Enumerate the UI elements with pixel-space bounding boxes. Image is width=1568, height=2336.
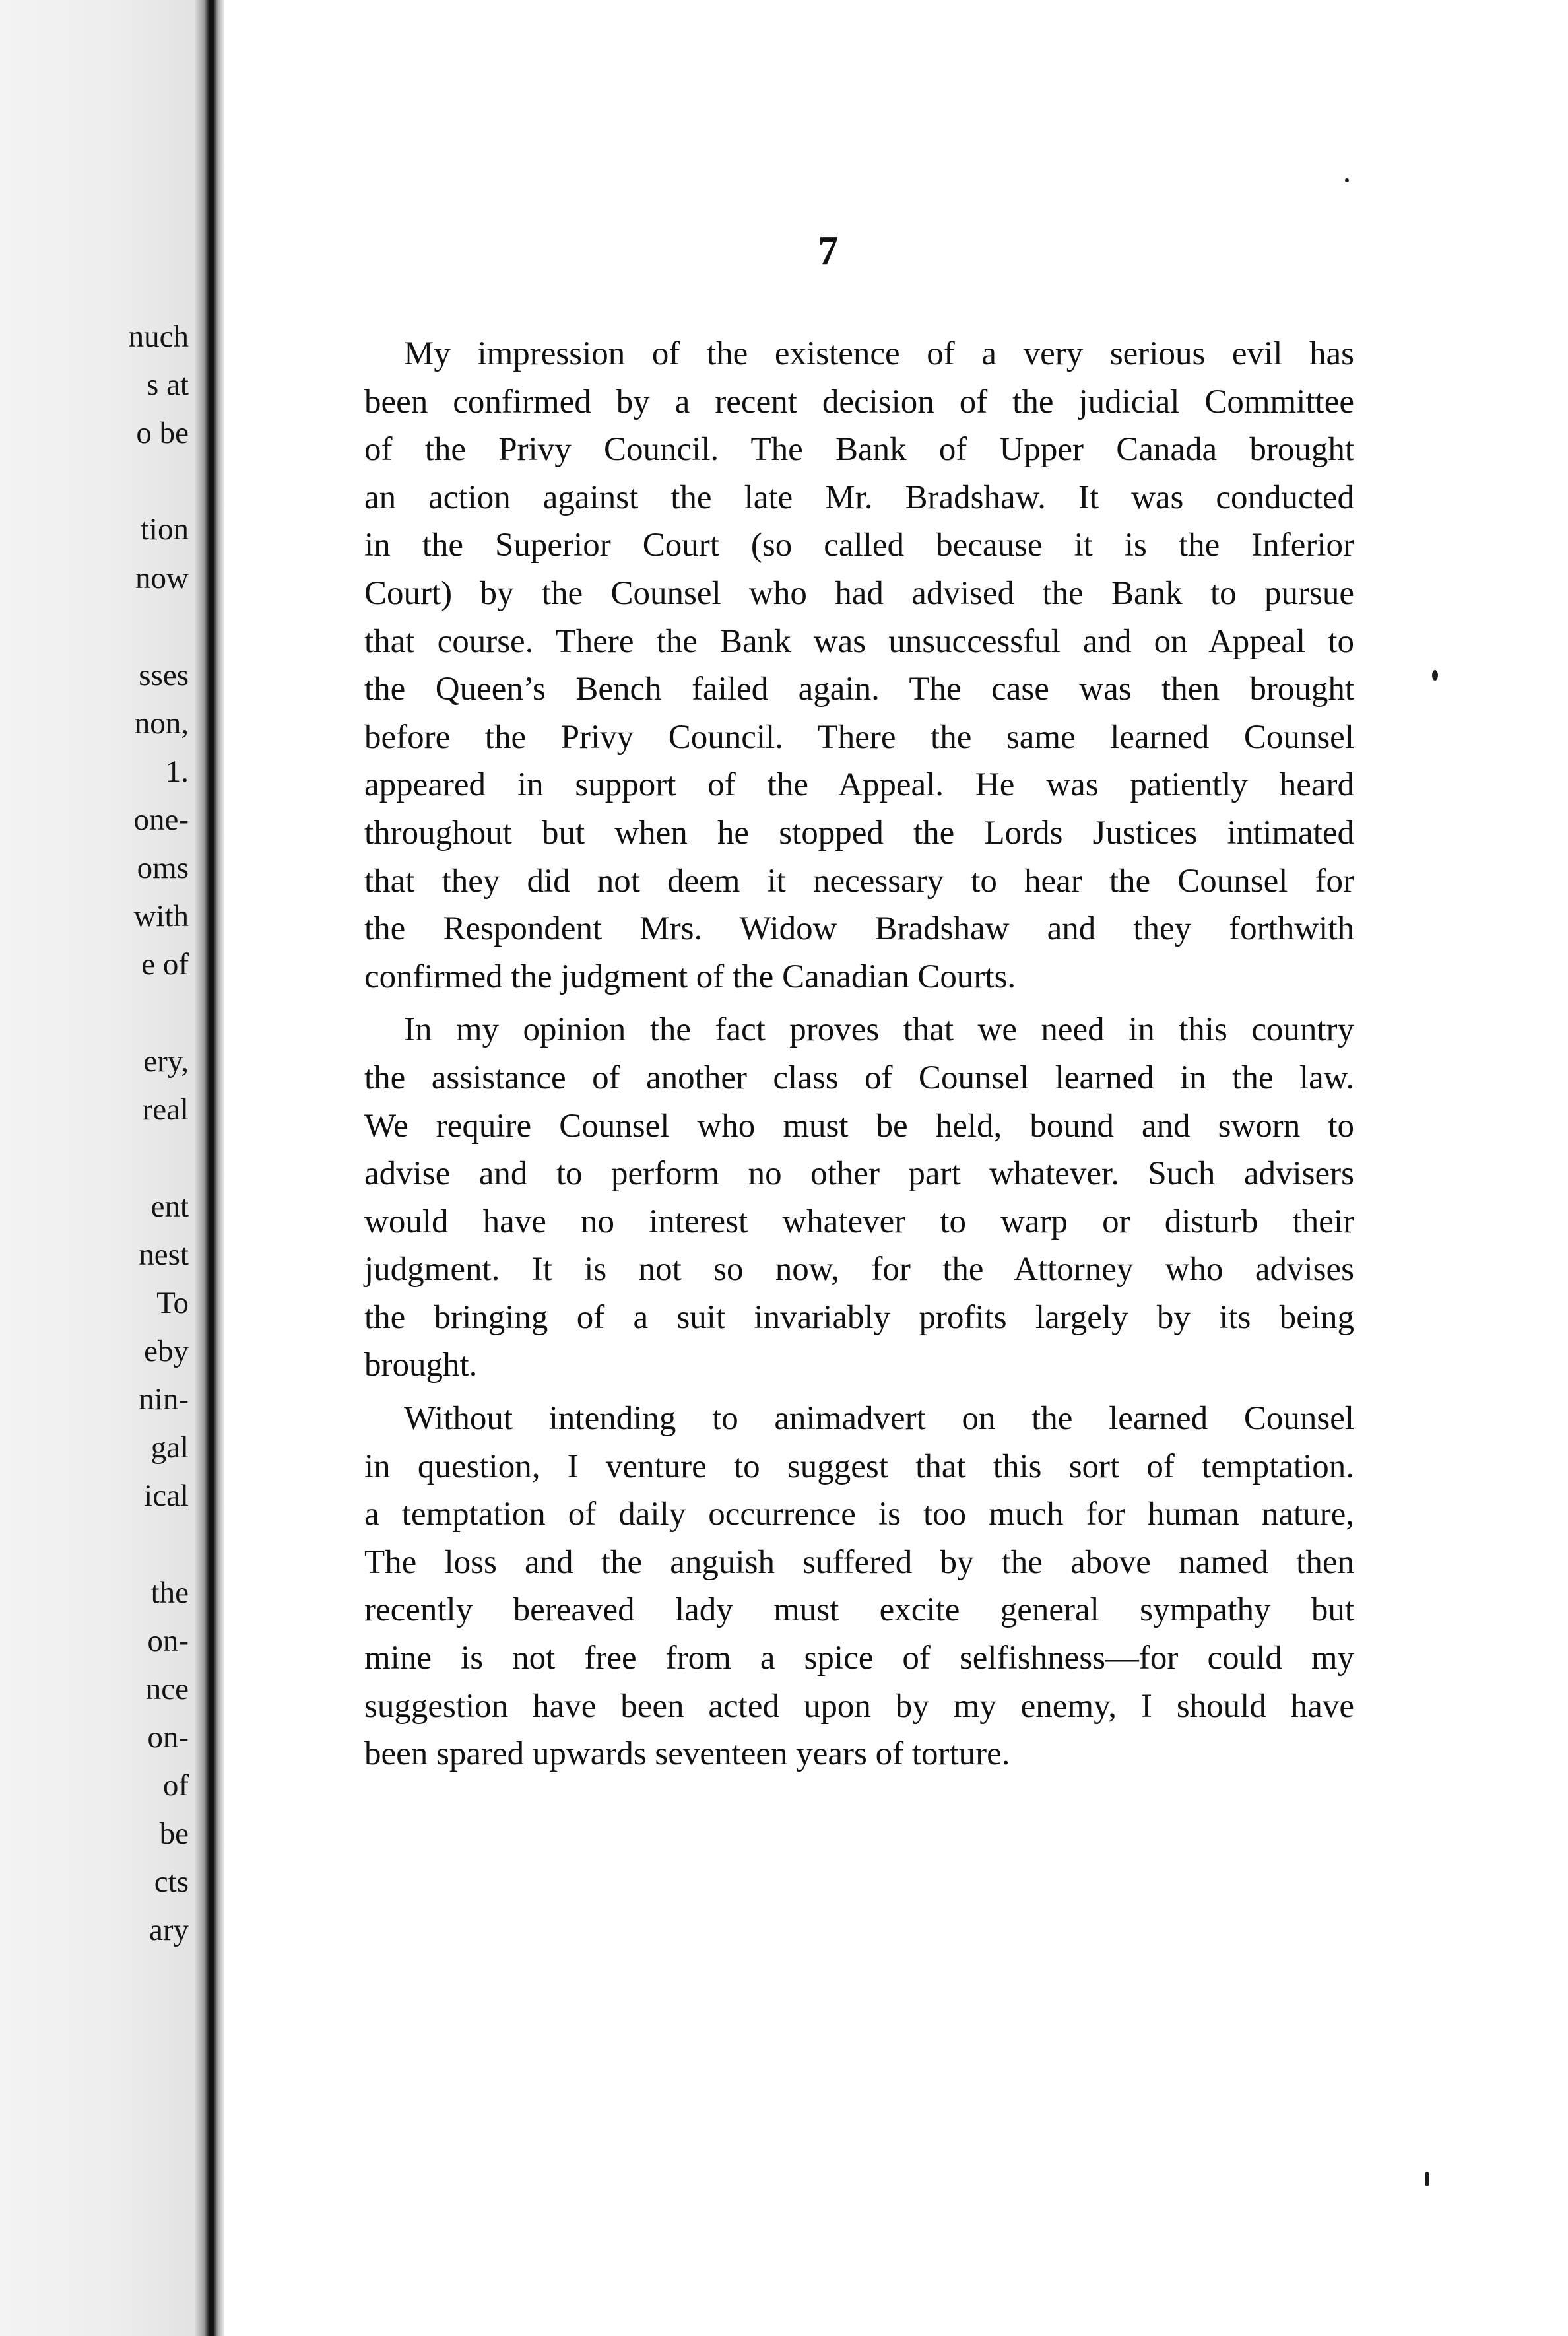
- fragment-line: ical: [144, 1479, 189, 1513]
- fragment-line: on-: [147, 1720, 189, 1754]
- fragment-line: the: [150, 1576, 189, 1610]
- text-line: before the Privy Council. There the same learned Counsel: [364, 718, 1354, 756]
- text-line: been confirmed by a recent decision of the judicial Committee: [364, 383, 1354, 420]
- fragment-line: be: [159, 1817, 189, 1851]
- text-line: Without intending to animadvert on the learned Counsel: [404, 1400, 1354, 1438]
- fragment-line: now: [135, 561, 189, 595]
- text-line: mine is not free from a spice of selfishness—for could my: [364, 1640, 1354, 1677]
- text-line: the bringing of a suit invariably profits largely by its being: [364, 1298, 1354, 1336]
- text-line: The loss and the anguish suffered by the above named then: [364, 1543, 1354, 1581]
- text-line: in question, I venture to suggest that this sort of temptation.: [364, 1448, 1354, 1485]
- fragment-line: ent: [150, 1189, 189, 1224]
- fragment-line: eby: [144, 1334, 189, 1368]
- fragment-line: To: [156, 1286, 189, 1320]
- text-line: judgment. It is not so now, for the Attorney who advises: [364, 1251, 1354, 1288]
- text-line: would have no interest whatever to warp or disturb their: [364, 1203, 1354, 1240]
- text-line: appeared in support of the Appeal. He was patiently heard: [364, 766, 1354, 804]
- text-line: brought.: [364, 1347, 478, 1384]
- scan-speck: [1345, 178, 1349, 182]
- text-line: been spared upwards seventeen years of torture.: [364, 1735, 1010, 1773]
- text-line: the assistance of another class of Counsel learned in the law.: [364, 1059, 1354, 1096]
- left-page-margin: [0, 0, 195, 2336]
- text-line: a temptation of daily occurrence is too much for human nature,: [364, 1496, 1354, 1533]
- text-line: in the Superior Court (so called because it is the Inferior: [364, 527, 1354, 564]
- fragment-line: 1.: [165, 754, 189, 789]
- text-line: In my opinion the fact proves that we need in this country: [404, 1011, 1354, 1049]
- text-line: Court) by the Counsel who had advised the Bank to pursue: [364, 574, 1354, 612]
- fragment-line: with: [133, 899, 189, 933]
- fragment-line: s at: [147, 368, 189, 402]
- text-line: an action against the late Mr. Bradshaw. It was conducted: [364, 479, 1354, 516]
- fragment-line: gal: [150, 1430, 189, 1465]
- text-line: My impression of the existence of a very serious evil has: [404, 335, 1354, 372]
- page-number: 7: [818, 228, 839, 273]
- text-line: recently bereaved lady must excite general sympathy but: [364, 1591, 1354, 1629]
- text-line: throughout but when he stopped the Lords Justices intimated: [364, 814, 1354, 851]
- scan-speck: [1425, 2172, 1429, 2186]
- scan-speck: [1432, 670, 1438, 681]
- text-line: the Queen’s Bench failed again. The case was then brought: [364, 671, 1354, 708]
- fragment-line: e of: [141, 947, 189, 982]
- paragraph-3: [364, 1395, 1354, 1778]
- fragment-line: cts: [154, 1865, 189, 1899]
- text-line: the Respondent Mrs. Widow Bradshaw and they forthwith: [364, 910, 1354, 948]
- fragment-line: ary: [148, 1913, 189, 1947]
- text-line: suggestion have been acted upon by my enemy, I should have: [364, 1687, 1354, 1725]
- fragment-line: nuch: [128, 319, 189, 354]
- fragment-line: one-: [133, 803, 189, 837]
- paragraph-1: [364, 330, 1354, 1001]
- fragment-line: nce: [145, 1672, 189, 1706]
- fragment-line: nest: [139, 1238, 189, 1272]
- text-line: We require Counsel who must be held, bound and sworn to: [364, 1107, 1354, 1145]
- fragment-line: oms: [137, 851, 189, 885]
- book-spine-gutter: [195, 0, 224, 2336]
- fragment-line: of: [162, 1768, 189, 1803]
- fragment-line: sses: [139, 658, 189, 692]
- fragment-line: o be: [136, 416, 189, 450]
- fragment-line: nin-: [139, 1382, 189, 1417]
- fragment-line: tion: [140, 512, 189, 547]
- body-text: [364, 330, 1354, 1778]
- text-line: confirmed the judgment of the Canadian Courts.: [364, 958, 1016, 995]
- fragment-line: non,: [134, 706, 189, 741]
- fragment-line: on-: [147, 1624, 189, 1658]
- fragment-line: real: [142, 1092, 189, 1127]
- text-line: that course. There the Bank was unsuccessful and on Appeal to: [364, 622, 1354, 660]
- text-line: of the Privy Council. The Bank of Upper Canada brought: [364, 431, 1354, 469]
- left-page-text-fragments: [30, 0, 189, 2336]
- text-line: advise and to perform no other part whatever. Such advisers: [364, 1155, 1354, 1193]
- paragraph-2: [364, 1006, 1354, 1389]
- fragment-line: ery,: [143, 1044, 189, 1079]
- text-line: that they did not deem it necessary to hear the Counsel for: [364, 862, 1354, 900]
